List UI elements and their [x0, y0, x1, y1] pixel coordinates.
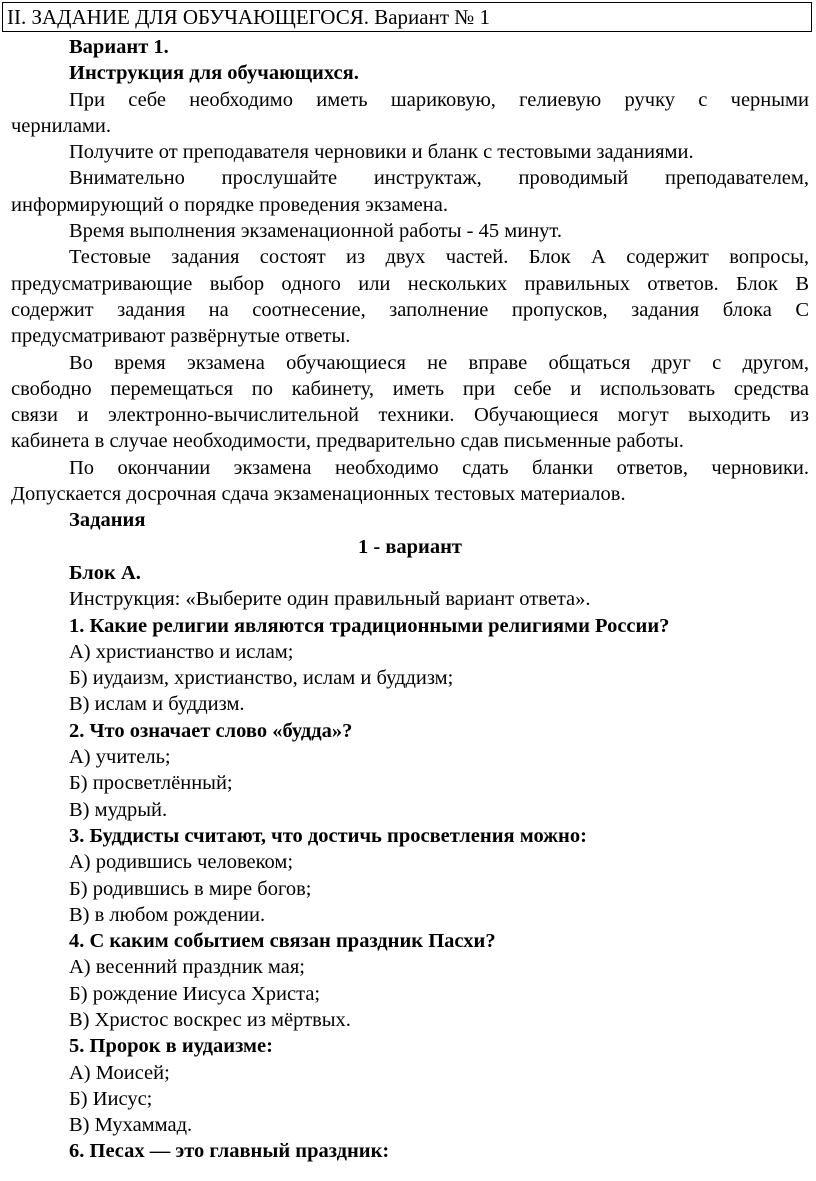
- answer-option: Б) просветлённый;: [69, 772, 233, 795]
- paragraph-line: Внимательно прослушайте инструктаж, проводимый преподавателем,: [69, 167, 809, 190]
- paragraph-line: содержит задания на соотнесение, заполнение пропусков, задания блока С: [11, 298, 809, 321]
- answer-option: Б) Иисус;: [69, 1087, 153, 1110]
- paragraph-line: Получите от преподавателя черновики и бланк с тестовыми заданиями.: [69, 141, 694, 164]
- paragraph-line: Допускается досрочная сдача экзаменационных тестовых материалов.: [11, 483, 626, 506]
- paragraph-line: Время выполнения экзаменационной работы - 45 минут.: [69, 220, 562, 243]
- answer-option: А) учитель;: [69, 746, 171, 769]
- question-text: 4. С каким событием связан праздник Пасхи?: [69, 930, 496, 953]
- answer-option: Б) рождение Иисуса Христа;: [69, 982, 321, 1005]
- tasks-title: Задания: [69, 509, 146, 532]
- question-text: 6. Песах — это главный праздник:: [69, 1140, 390, 1163]
- answer-option: Б) родившись в мире богов;: [69, 877, 312, 900]
- question-text: 3. Буддисты считают, что достичь просветления можно:: [69, 824, 587, 847]
- paragraph-line: Тестовые задания состоят из двух частей. Блок А содержит вопросы,: [69, 246, 809, 269]
- paragraph-line: кабинета в случае необходимости, предварительно сдав письменные работы.: [11, 430, 684, 453]
- paragraph: [11, 350, 809, 455]
- answer-option: В) мудрый.: [69, 798, 168, 821]
- block-title: Блок А.: [69, 561, 141, 584]
- paragraph: [11, 218, 809, 244]
- document-content: [11, 34, 809, 1165]
- answer-option: А) весенний праздник мая;: [69, 956, 305, 979]
- variant-title: Вариант 1.: [69, 36, 169, 58]
- question-text: 5. Пророк в иудаизме:: [69, 1035, 273, 1058]
- paragraph-line: чернилами.: [11, 114, 111, 137]
- paragraph: [11, 139, 809, 165]
- paragraph: [11, 455, 809, 508]
- answer-option: В) Мухаммад.: [69, 1114, 193, 1137]
- paragraph: [11, 244, 809, 349]
- answer-option: А) христианство и ислам;: [69, 640, 294, 663]
- paragraph: [11, 165, 809, 218]
- paragraph-line: свободно перемещаться по кабинету, иметь при себе и использовать средства: [11, 377, 809, 400]
- answer-option: В) ислам и буддизм.: [69, 693, 245, 716]
- section-header: II. ЗАДАНИЕ ДЛЯ ОБУЧАЮЩЕГОСЯ. Вариант № 1: [2, 2, 812, 32]
- variant-heading: 1 - вариант: [358, 535, 462, 558]
- paragraph-line: При себе необходимо иметь шариковую, гелиевую ручку с черными: [69, 88, 809, 111]
- block-instruction: Инструкция: «Выберите один правильный вариант ответа».: [69, 588, 591, 611]
- question-text: 2. Что означает слово «будда»?: [69, 719, 353, 742]
- paragraph-line: информирующий о порядке проведения экзамена.: [11, 193, 448, 216]
- paragraph-line: связи и электронно-вычислительной техники. Обучающиеся могут выходить из: [11, 404, 809, 427]
- paragraph-line: предусматривают развёрнутые ответы.: [11, 325, 351, 348]
- paragraph-line: По окончании экзамена необходимо сдать бланки ответов, черновики.: [69, 456, 809, 479]
- paragraph-line: предусматривающие выбор одного или нескольких правильных ответов. Блок В: [11, 272, 809, 295]
- instruction-title: Инструкция для обучающихся.: [69, 62, 359, 85]
- paragraph-line: Во время экзамена обучающиеся не вправе общаться друг с другом,: [69, 351, 809, 374]
- paragraph: [11, 87, 809, 140]
- answer-option: В) Христос воскрес из мёртвых.: [69, 1008, 351, 1031]
- answer-option: Б) иудаизм, христианство, ислам и буддизм;: [69, 667, 454, 690]
- answer-option: А) Моисей;: [69, 1061, 170, 1084]
- answer-option: А) родившись человеком;: [69, 851, 294, 874]
- question-text: 1. Какие религии являются традиционными религиями России?: [69, 614, 670, 637]
- question-list: [11, 613, 809, 1165]
- answer-option: В) в любом рождении.: [69, 903, 266, 926]
